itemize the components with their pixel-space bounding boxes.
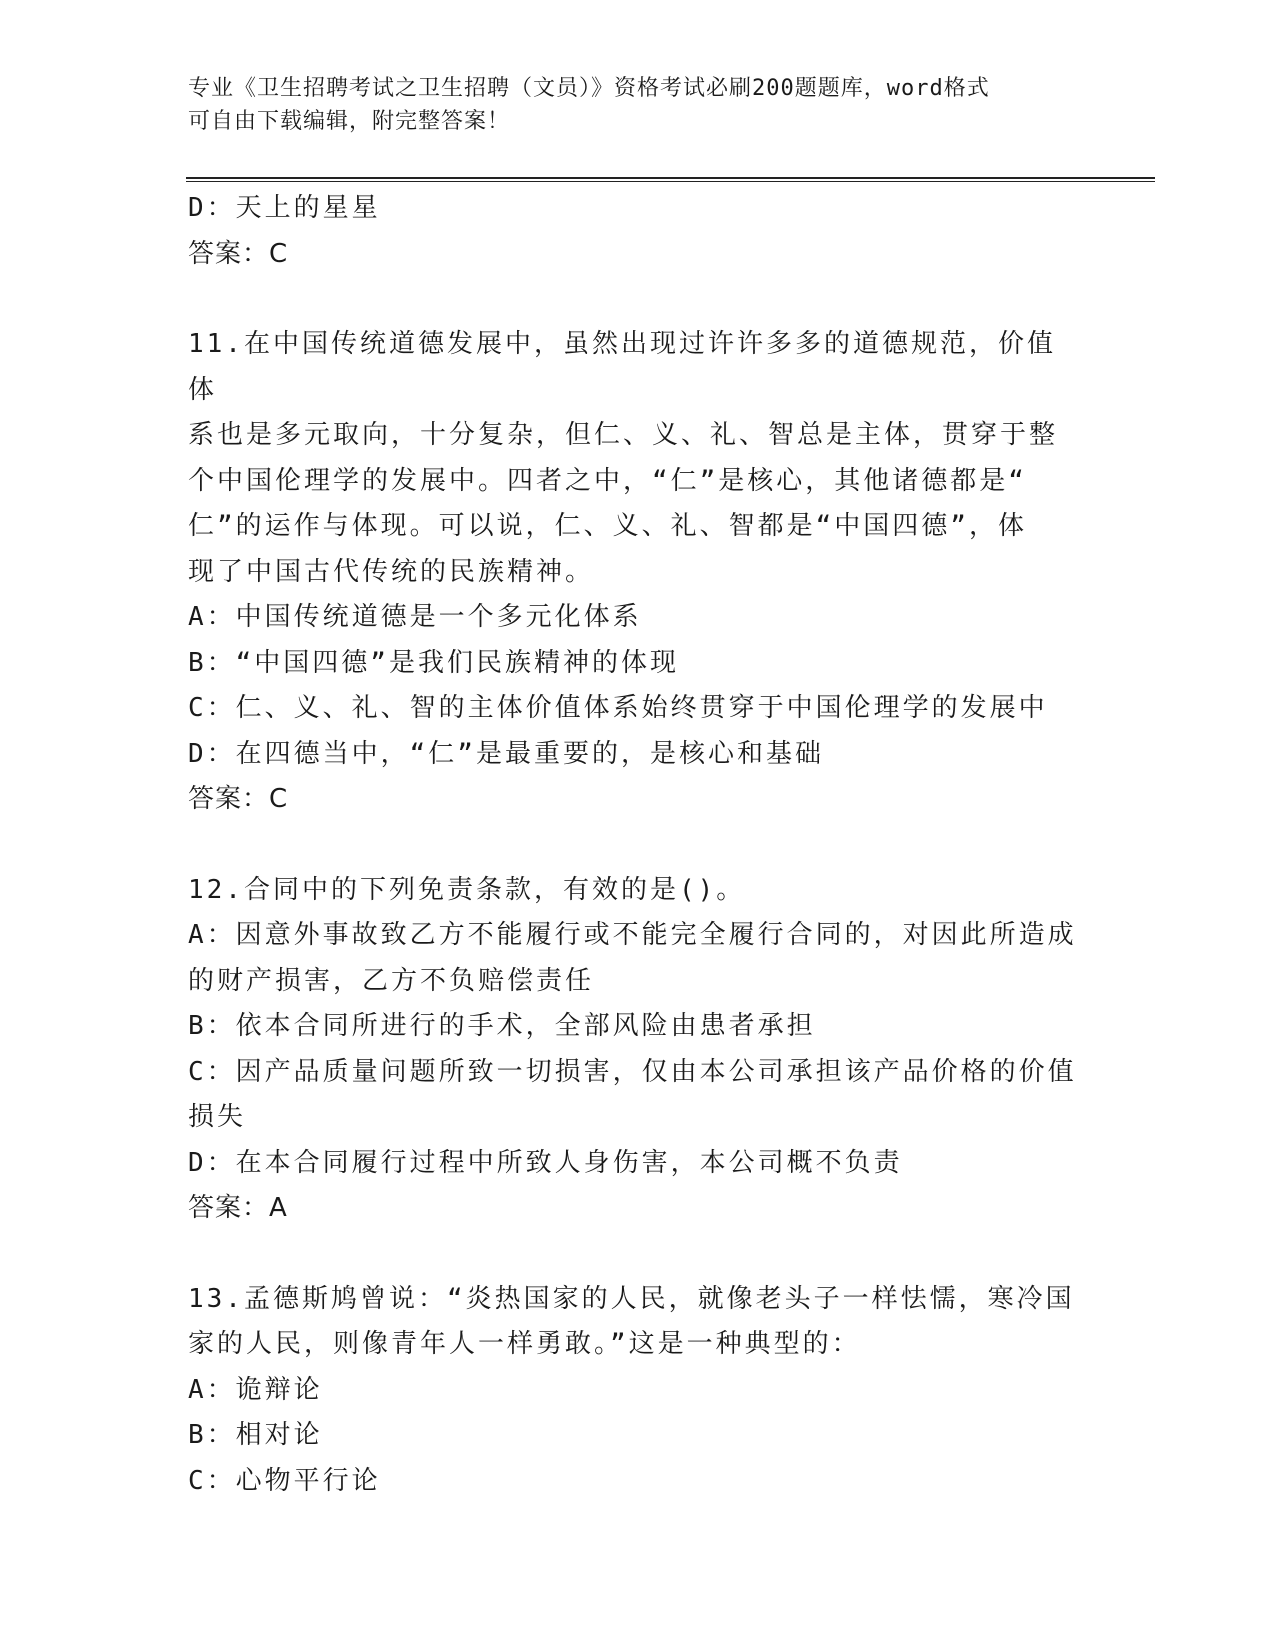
question-spacer [188,277,1078,322]
q11-stem-line: 11.在中国传统道德发展中，虽然出现过许许多多的道德规范，价值体 [188,329,1056,405]
header-title-line-2: 可自由下载编辑，附完整答案！ [188,109,511,134]
question-11 [188,322,1078,823]
q12-stem: 12.合同中的下列免责条款，有效的是()。 [188,874,746,905]
q11-answer: 答案：C [188,784,289,814]
question-spacer [188,823,1078,868]
question-12 [188,868,1078,1232]
document-body [188,186,1078,1504]
q11-stem-line: 系也是多元取向，十分复杂，但仁、义、礼、智总是主体，贯穿于整 [188,420,1059,450]
q11-stem-line: 个中国伦理学的发展中。四者之中，“仁”是核心，其他诸德都是“ [188,465,1027,496]
q11-option-a: A：中国传统道德是一个多元化体系 [188,602,642,632]
q12-answer: 答案：A [188,1193,288,1223]
prev-option-d: D：天上的星星 [188,193,381,223]
q12-option-b: B：依本合同所进行的手术，全部风险由患者承担 [188,1011,816,1041]
q12-option-d: D：在本合同履行过程中所致人身伤害，本公司概不负责 [188,1147,903,1178]
q12-option-a-line: A：因意外事故致乙方不能履行或不能完全履行合同的，对因此所造成 [188,920,1077,950]
q11-option-b: B：“中国四德”是我们民族精神的体现 [188,647,679,678]
question-spacer [188,1232,1078,1277]
q11-option-c: C：仁、义、礼、智的主体价值体系始终贯穿于中国伦理学的发展中 [188,693,1048,723]
q13-stem-line: 家的人民，则像青年人一样勇敢。”这是一种典型的： [188,1329,861,1359]
q13-option-a: A：诡辩论 [188,1374,323,1405]
q13-option-b: B：相对论 [188,1420,323,1450]
q12-option-c-line: C：因产品质量问题所致一切损害，仅由本公司承担该产品价格的价值 [188,1056,1077,1087]
q12-option-a-line: 的财产损害，乙方不负赔偿责任 [188,965,595,996]
q12-option-c-line: 损失 [188,1102,247,1132]
q11-option-d: D：在四德当中，“仁”是最重要的，是核心和基础 [188,738,824,769]
q11-stem-line: 仁”的运作与体现。可以说，仁、义、礼、智都是“中国四德”，体 [188,511,1027,541]
prev-answer: 答案：C [188,238,289,269]
q13-stem-line: 13.孟德斯鸠曾说：“炎热国家的人民，就像老头子一样怯懦，寒冷国 [188,1283,1075,1314]
question-13 [188,1277,1078,1505]
q11-stem-line: 现了中国古代传统的民族精神。 [188,556,595,587]
header-title-line-1: 专业《卫生招聘考试之卫生招聘（文员）》资格考试必刷200题题库，word格式 [188,76,990,101]
q13-option-c: C：心物平行论 [188,1465,381,1496]
header-double-rule [186,177,1155,182]
page-header [188,72,1068,138]
